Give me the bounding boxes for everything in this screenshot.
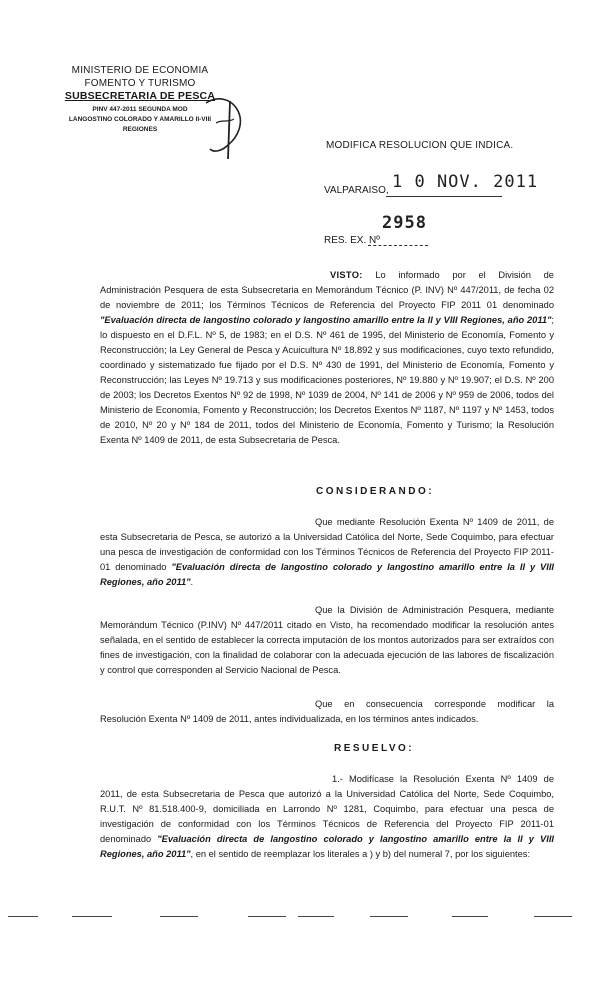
undersecretariat-name: SUBSECRETARIA DE PESCA	[64, 90, 216, 102]
resuelvo-1-project-title: "Evaluación directa de langostino colorado y langostino amarillo entre la II y VIII Regiones, año 2011"	[100, 834, 554, 859]
considerando-1-text-b: .	[190, 577, 194, 587]
ministry-subname: FOMENTO Y TURISMO	[84, 78, 196, 89]
reference-line-3: REGIONES	[122, 126, 158, 133]
document-subject: MODIFICA RESOLUCION QUE INDICA.	[326, 140, 514, 151]
considerando-paragraph-2	[100, 603, 554, 678]
table-rule	[298, 916, 334, 917]
considerando-1-project-title: "Evaluación directa de langostino colorado y langostino amarillo entre la II y VIII Regiones, año 2011"	[100, 562, 554, 587]
visto-text-b: ; lo dispuesto en el D.F.L. Nº 5, de 1983; en el D.S. Nº 461 de 1995, del Ministerio de Economía, Fomento y Reconstrucción; la Ley General de Pesca y Acuicultura Nº 18.892 y sus modificaciones, cuyo texto refundido, coordinado y sistematizado fue fijado por el D.S. Nº 430 de 1991, del Ministerio de Economía, Fomento y Reconstrucción; las Leyes Nº 19.713 y sus modificaciones posteriores, Nº 19.880 y Nº 19.907; el D.S. Nº 200 de 2003; los Decretos Exentos Nº 92 de 1998, Nº 1039 de 2004, Nº 141 de 2006 y Nº 959 de 2006, todos del Ministerio de Economía, Fomento y Reconstrucción; los Decretos Exentos Nº 1187, Nº 1197 y Nº 1453, todos de 2010, Nº 20 y Nº 184 de 2011, todos del Ministerio de Economía, Fomento y Turismo; la Resolución Exenta Nº 1409 de 2011, de esta Subsecretaria de Pesca.	[100, 315, 554, 445]
table-rule	[8, 916, 38, 917]
considerando-1-text-a: Que mediante Resolución Exenta Nº 1409 de 2011, de esta Subsecretaria de Pesca, se autorizó a la Universidad Católica del Norte, Sede Coquimbo, para efectuar una pesca de investigación de conformidad con los Términos Técnicos de Referencia del Proyecto FIP 2011-01 denominado	[100, 517, 554, 572]
visto-paragraph	[100, 268, 554, 448]
date-underline	[386, 196, 502, 197]
visto-heading: VISTO:	[330, 270, 363, 280]
resolution-number-label: RES. EX. Nº	[324, 235, 380, 246]
considerando-paragraph-3	[100, 697, 554, 727]
place-label: VALPARAISO,	[324, 185, 389, 196]
resuelvo-1-text-a: 1.- Modifícase la Resolución Exenta Nº 1409 de 2011, de esta Subsecretaria de Pesca que autorizó a la Universidad Católica del Norte, Sede Coquimbo, R.U.T. Nº 81.518.400-9, domiciliada en Larrondo Nº 1281, Coquimbo, para efectuar una pesca de investigación de conformidad con los Términos Técnicos de Referencia del Proyecto FIP 2011-01 denominado	[100, 774, 554, 844]
considerando-2-text: Que la División de Administración Pesquera, mediante Memorándum Técnico (P.INV) Nº 447/2011 citado en Visto, ha recomendado modificar la resolución antes señalada, en el sentido de establecer la correcta imputación de los montos autorizados para ser extraídos con fines de investigación, con la finalidad de colaborar con la adecuada ejecución de las labores de fiscalización y control que corresponden al Servicio Nacional de Pesca.	[100, 605, 554, 675]
ministry-name: MINISTERIO DE ECONOMIA	[71, 65, 209, 76]
table-rule	[370, 916, 408, 917]
resolution-number-stamp: 2958	[382, 213, 427, 233]
date-stamp: 1 0 NOV. 2011	[392, 172, 539, 192]
handwritten-initials-icon	[198, 93, 250, 165]
table-rule	[72, 916, 112, 917]
resuelvo-heading: RESUELVO:	[334, 743, 415, 754]
table-rule	[248, 916, 286, 917]
resolution-number-dashline	[368, 245, 428, 246]
considerando-paragraph-1	[100, 515, 554, 590]
reference-line-2: LANGOSTINO COLORADO Y AMARILLO II-VIII	[68, 116, 212, 123]
resuelvo-paragraph-1	[100, 772, 554, 862]
visto-project-title: "Evaluación directa de langostino colorado y langostino amarillo entre la II y VIII Regiones, año 2011"	[100, 315, 552, 325]
visto-text-a: Lo informado por el División de Administración Pesquera de esta Subsecretaria en Memorándum Técnico (P. INV) Nº 447/2011, de fecha 02 de noviembre de 2011; los Términos Técnicos de Referencia del Proyecto FIP 2011 01 denominado	[100, 270, 554, 310]
reference-line-1: PINV 447-2011 SEGUNDA MOD	[92, 106, 188, 113]
table-rule	[534, 916, 572, 917]
considerando-heading: CONSIDERANDO:	[316, 486, 435, 497]
table-rule	[160, 916, 198, 917]
considerando-3-text: Que en consecuencia corresponde modificar la Resolución Exenta Nº 1409 de 2011, antes individualizada, en los términos antes indicados.	[100, 699, 554, 724]
resuelvo-1-text-b: , en el sentido de reemplazar los literales a ) y b) del numeral 7, por los siguientes:	[190, 849, 531, 859]
table-rule	[452, 916, 488, 917]
